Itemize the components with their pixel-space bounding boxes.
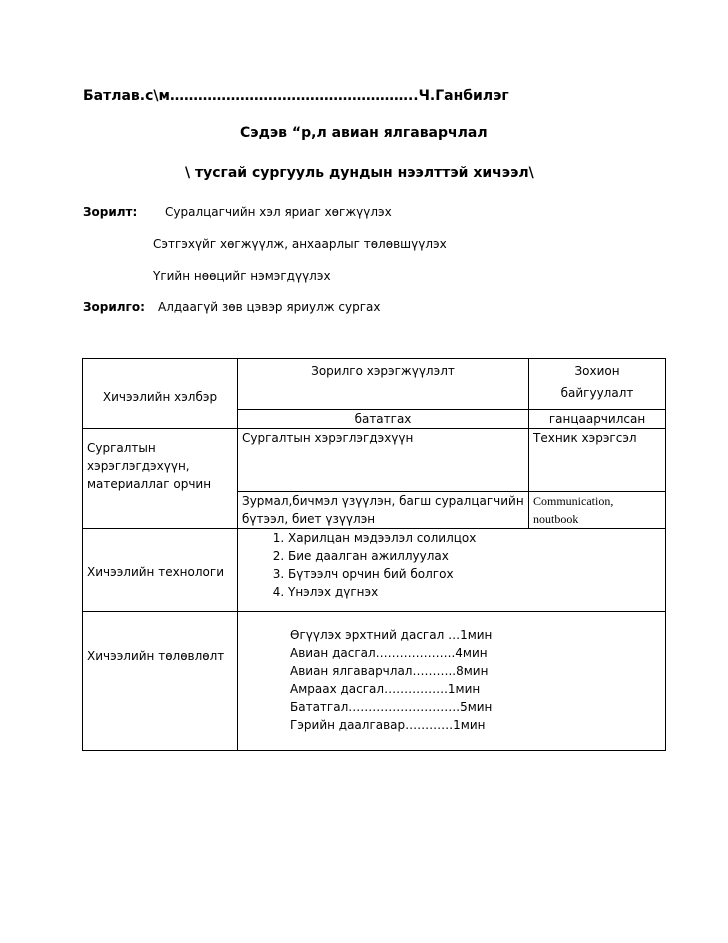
header-org-cell: [529, 359, 666, 410]
header-form-label: Хичээлийн хэлбэр: [102, 389, 218, 404]
list-item: 2. Бие даалган ажиллуулах: [288, 547, 661, 565]
header-goal-cell: [238, 359, 529, 410]
list-item: 1. Харилцан мэдээлэл солилцох: [288, 529, 661, 547]
list-item: 3. Бүтээлч орчин бий болгох: [288, 565, 661, 583]
goal-item: Үгийн нөөцийг нэмэгдүүлэх: [153, 269, 331, 283]
table-row: [83, 529, 666, 612]
list-item: 4. Үнэлэх дүгнэх: [288, 583, 661, 601]
schedule-item: Авиан ялгаварчлал………..8мин: [290, 664, 489, 678]
materials-label: материаллаг орчин: [87, 477, 212, 491]
approval-line: Батлав.с\м……………………………………………..Ч.Ганбилэг: [83, 88, 509, 104]
technology-label: Хичээлийн технологи: [87, 565, 224, 579]
visual-aids-text: бүтээл, биет үзүүлэн: [242, 512, 376, 526]
header-goal-label: Зорилго хэрэгжүүлэлт: [311, 364, 455, 378]
schedule-list-cell: [238, 612, 666, 751]
devices-text: noutbook: [533, 512, 579, 526]
topic-title: Сэдэв “р,л авиан ялгаварчлал: [240, 125, 488, 141]
schedule-item: Амраах дасгал…………….1мин: [290, 682, 481, 696]
devices-cell: [529, 492, 666, 529]
table-row: [83, 612, 666, 751]
schedule-item: Бататгал……………………….5мин: [290, 700, 493, 714]
tools-cell: Техник хэрэгсэл: [529, 429, 666, 492]
schedule-item: Авиан дасгал………………..4мин: [290, 646, 488, 660]
materials-cell: Сургалтын хэрэглэгдэхүүн: [238, 429, 529, 492]
goal-label: Зорилт:: [83, 205, 138, 219]
header-org-label: Зохион: [574, 364, 620, 378]
topic-subtitle: \ тусгай сургууль дундын нээлттэй хичээл\: [185, 165, 534, 181]
task-label: Зорилго:: [83, 300, 145, 314]
technology-label-cell: [83, 529, 238, 612]
goal-item: Суралцагчийн хэл яриаг хөгжүүлэх: [165, 205, 392, 219]
devices-text: Communication,: [533, 494, 614, 508]
schedule-label-cell: [83, 612, 238, 751]
visual-aids-cell: [238, 492, 529, 529]
materials-label: хэрэглэгдэхүүн,: [87, 459, 190, 473]
table-header-row: [83, 359, 666, 410]
technology-list-cell: [238, 529, 666, 612]
subheader-individual-cell: ганцаарчилсан: [529, 410, 666, 429]
schedule-item: Гэрийн даалгавар…………1мин: [290, 718, 486, 732]
task-text: Алдаагүй зөв цэвэр яриулж сургах: [158, 300, 381, 314]
materials-label: Сургалтын: [87, 441, 156, 455]
goal-item: Сэтгэхүйг хөгжүүлж, анхаарлыг төлөвшүүлэх: [153, 237, 447, 251]
materials-label-cell: [83, 429, 238, 529]
visual-aids-text: Зурмал,бичмэл үзүүлэн, багш суралцагчийн: [242, 494, 524, 508]
header-form-cell: [83, 359, 238, 429]
header-org-label-2: байгуулалт: [560, 386, 634, 400]
table-row: [83, 429, 666, 492]
schedule-label: Хичээлийн төлөвлөлт: [87, 649, 225, 663]
technology-list: [242, 529, 661, 601]
lesson-plan-table: [82, 358, 666, 751]
schedule-item: Өгүүлэх эрхтний дасгал …1мин: [290, 628, 493, 642]
subheader-reinforce-cell: бататгах: [238, 410, 529, 429]
